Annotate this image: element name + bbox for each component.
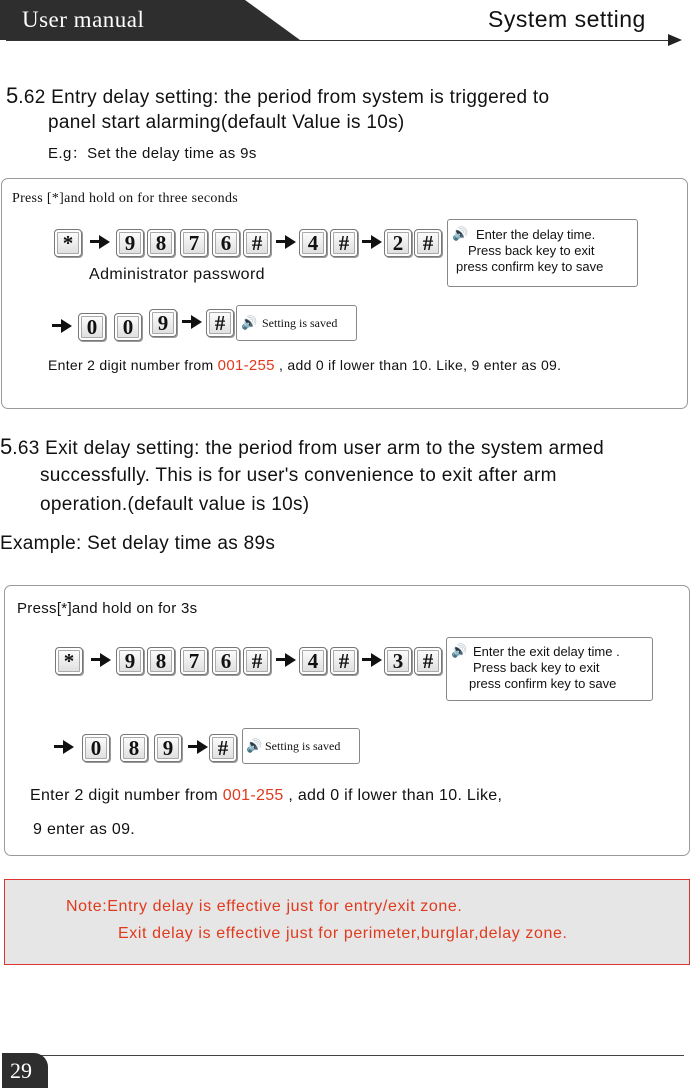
key-8[interactable]: 8 xyxy=(120,734,148,762)
sec2-heading xyxy=(0,434,604,460)
sec2-heading-line3: operation.(default value is 10s) xyxy=(40,494,310,515)
key-7[interactable]: 7 xyxy=(180,229,208,257)
sec2-hint xyxy=(30,787,502,805)
key-0[interactable]: 0 xyxy=(78,313,106,341)
key-8[interactable]: 8 xyxy=(147,647,175,675)
key-star[interactable]: * xyxy=(54,229,82,257)
sec2-number: 5 xyxy=(0,434,13,459)
key-hash[interactable]: # xyxy=(414,647,442,675)
sec1-hint-range: 001-255 xyxy=(217,357,275,374)
header-arrow-icon xyxy=(668,34,682,46)
sec2-callout-line2: Press back key to exit xyxy=(473,660,600,675)
sec2-callout xyxy=(446,637,653,701)
sec1-callout-line1: Enter the delay time. xyxy=(476,227,596,242)
sec1-number: 5 xyxy=(6,83,19,108)
sec2-heading-line1: .63 Exit delay setting: the period from user arm to the system armed xyxy=(12,438,604,459)
key-0[interactable]: 0 xyxy=(114,313,142,341)
sec1-callout-line2: Press back key to exit xyxy=(468,243,595,258)
sec1-hint-suffix: , add 0 if lower than 10. Like, 9 enter as 09. xyxy=(279,357,562,373)
speaker-icon: 🔊 xyxy=(451,643,468,658)
right-arrow-icon xyxy=(276,653,296,667)
right-arrow-icon xyxy=(52,319,72,333)
sec2-callout-line1: Enter the exit delay time . xyxy=(473,644,620,659)
key-hash[interactable]: # xyxy=(330,647,358,675)
page-number: 29 xyxy=(10,1058,32,1083)
sec1-panel xyxy=(1,178,688,409)
note-line2: Exit delay is effective just for perimeter,burglar,delay zone. xyxy=(118,925,568,942)
key-9[interactable]: 9 xyxy=(116,229,144,257)
sec1-heading xyxy=(6,83,549,109)
speaker-icon: 🔊 xyxy=(241,315,258,330)
key-8[interactable]: 8 xyxy=(147,229,175,257)
key-hash[interactable]: # xyxy=(206,309,234,337)
key-4[interactable]: 4 xyxy=(299,229,327,257)
sec2-hint-range: 001-255 xyxy=(222,787,284,804)
key-hash[interactable]: # xyxy=(330,229,358,257)
right-arrow-icon xyxy=(90,235,110,249)
sec1-saved-label: Setting is saved xyxy=(262,316,338,330)
sec1-row1-caption: Administrator password xyxy=(89,266,265,283)
key-2[interactable]: 2 xyxy=(384,229,412,257)
key-3[interactable]: 3 xyxy=(384,647,412,675)
header-rule xyxy=(6,40,674,41)
key-star[interactable]: * xyxy=(55,647,83,675)
key-9[interactable]: 9 xyxy=(149,309,177,337)
right-arrow-icon xyxy=(54,740,74,754)
sec2-instruction: Press[*]and hold on for 3s xyxy=(17,600,198,617)
key-9[interactable]: 9 xyxy=(116,647,144,675)
sec2-hint-prefix: Enter 2 digit number from xyxy=(30,787,219,804)
right-arrow-icon xyxy=(362,235,382,249)
key-9[interactable]: 9 xyxy=(154,734,182,762)
sec1-callout xyxy=(447,219,638,287)
key-hash[interactable]: # xyxy=(414,229,442,257)
right-arrow-icon xyxy=(362,653,382,667)
right-arrow-icon xyxy=(182,315,202,329)
sec2-saved-label: Setting is saved xyxy=(265,739,341,753)
footer-rule xyxy=(4,1055,684,1056)
speaker-icon: 🔊 xyxy=(452,226,469,241)
sec1-example: E.g：Set the delay time as 9s xyxy=(48,145,257,162)
sec1-callout-line3: press confirm key to save xyxy=(456,259,604,274)
sec2-example: Example: Set delay time as 89s xyxy=(0,533,276,554)
note-box xyxy=(4,879,690,965)
sec1-heading-line2: panel start alarming(default Value is 10s) xyxy=(48,112,405,133)
key-6[interactable]: 6 xyxy=(212,647,240,675)
sec1-hint-prefix: Enter 2 digit number from xyxy=(48,357,214,373)
speaker-icon: 🔊 xyxy=(246,738,263,753)
key-hash[interactable]: # xyxy=(243,647,271,675)
right-arrow-icon xyxy=(276,235,296,249)
sec1-instruction: Press [*]and hold on for three seconds xyxy=(12,191,239,206)
header-section-label: User manual xyxy=(22,7,145,32)
sec2-heading-line2: successfully. This is for user's convenience to exit after arm xyxy=(40,465,557,486)
key-6[interactable]: 6 xyxy=(212,229,240,257)
sec1-hint xyxy=(48,357,561,374)
key-4[interactable]: 4 xyxy=(299,647,327,675)
sec2-saved-box xyxy=(242,728,360,764)
right-arrow-icon xyxy=(188,740,208,754)
key-0[interactable]: 0 xyxy=(82,734,110,762)
right-arrow-icon xyxy=(91,653,111,667)
key-hash[interactable]: # xyxy=(243,229,271,257)
sec2-hint-line2: 9 enter as 09. xyxy=(33,821,136,838)
header-title: System setting xyxy=(488,6,646,32)
sec1-heading-line1: .62 Entry delay setting: the period from system is triggered to xyxy=(18,87,550,108)
sec2-hint-suffix: , add 0 if lower than 10. Like, xyxy=(288,787,503,804)
key-hash[interactable]: # xyxy=(209,734,237,762)
sec2-callout-line3: press confirm key to save xyxy=(469,676,617,691)
key-7[interactable]: 7 xyxy=(180,647,208,675)
sec1-saved-box xyxy=(236,305,357,341)
sec2-panel xyxy=(4,585,690,856)
note-line1: Note:Entry delay is effective just for entry/exit zone. xyxy=(66,898,463,915)
